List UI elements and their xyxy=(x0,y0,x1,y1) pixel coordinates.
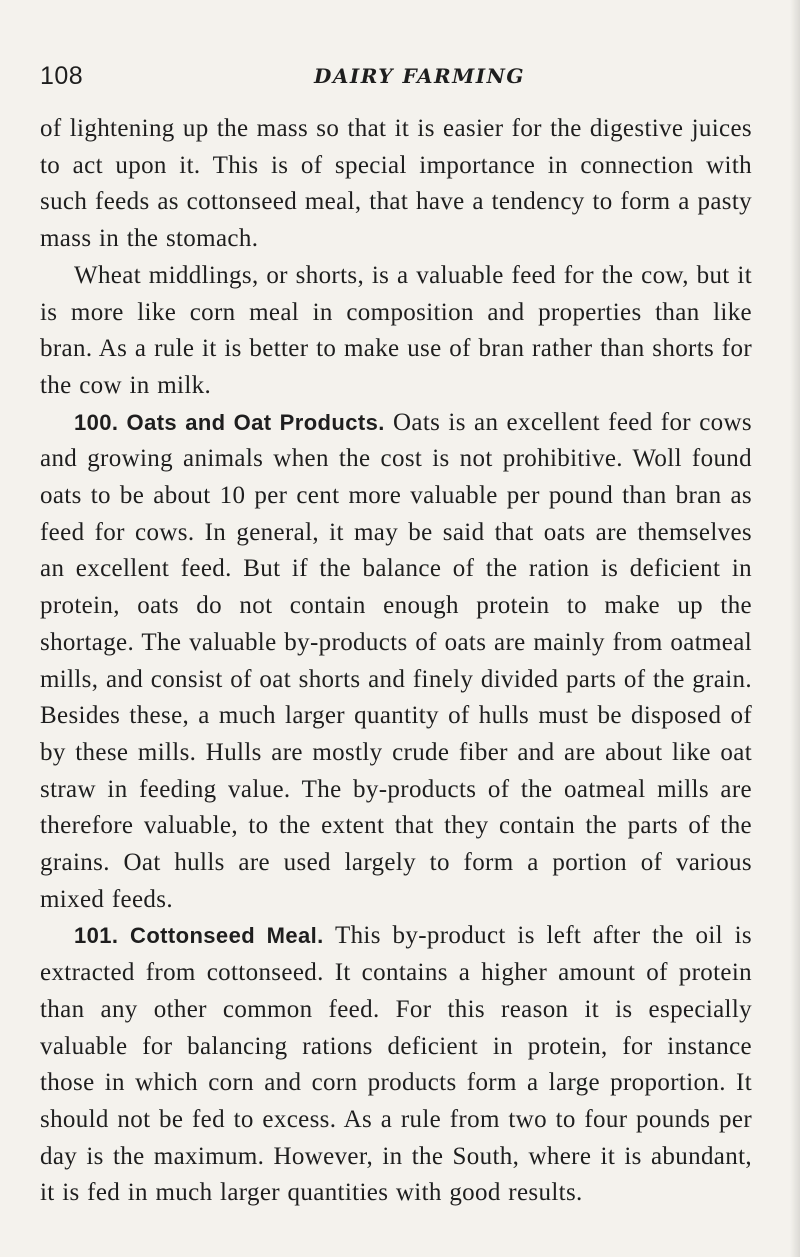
paragraph-wheat-middlings xyxy=(40,258,752,405)
section-heading-oats: 100. Oats and Oat Products. xyxy=(74,409,385,435)
paragraph-text: Wheat middlings, or shorts, is a valuable feed for the cow, but it is more like corn meal in composition and properties than like bran. As a rule it is better to make use of bran rather than shorts for the cow in milk. xyxy=(40,261,752,399)
paragraph-text: Oats is an excellent feed for cows and growing animals when the cost is not prohibitive. Woll found oats to be about 10 per cent more valuable per pound than bran as feed for cows. In general, it may be said that oats are themselves an excellent feed. But if the balance of the ration is deficient in protein, oats do not contain enough protein to make up the shortage. The valuable by-products of oats are mainly from oatmeal mills, and consist of oat shorts and finely divided parts of the grain. Besides these, a much larger quantity of hulls must be disposed of by these mills. Hulls are mostly crude fiber and are about like oat straw in feeding value. The by-products of the oatmeal mills are therefore valuable, to the extent that they contain the parts of the grains. Oat hulls are used largely to form a portion of various mixed feeds. xyxy=(40,408,752,913)
paragraph-oats xyxy=(40,405,752,919)
body-text xyxy=(40,111,752,1212)
paragraph-cottonseed-meal xyxy=(40,918,752,1212)
paragraph-continued xyxy=(40,111,752,258)
paragraph-text: This by-product is left after the oil is extracted from cottonseed. It contains a higher amount of protein than any other common feed. For this reason it is especially valuable for balancing rations deficient in protein, for instance those in which corn and corn products form a large proportion. It should not be fed to excess. As a rule from two to four pounds per day is the maximum. However, in the South, where it is abundant, it is fed in much larger quantities with good results. xyxy=(40,922,752,1207)
paragraph-text: of lightening up the mass so that it is easier for the digestive juices to act upon it. This is of special importance in connection with such feeds as cottonseed meal, that have a tendency to form a pasty mass in the stomach. xyxy=(40,115,752,253)
section-heading-cottonseed-meal: 101. Cottonseed Meal. xyxy=(74,923,324,949)
page-header xyxy=(40,62,752,96)
running-head: DAIRY FARMING xyxy=(314,64,525,88)
page-edge-shadow xyxy=(790,0,800,1257)
page-number: 108 xyxy=(40,62,84,90)
